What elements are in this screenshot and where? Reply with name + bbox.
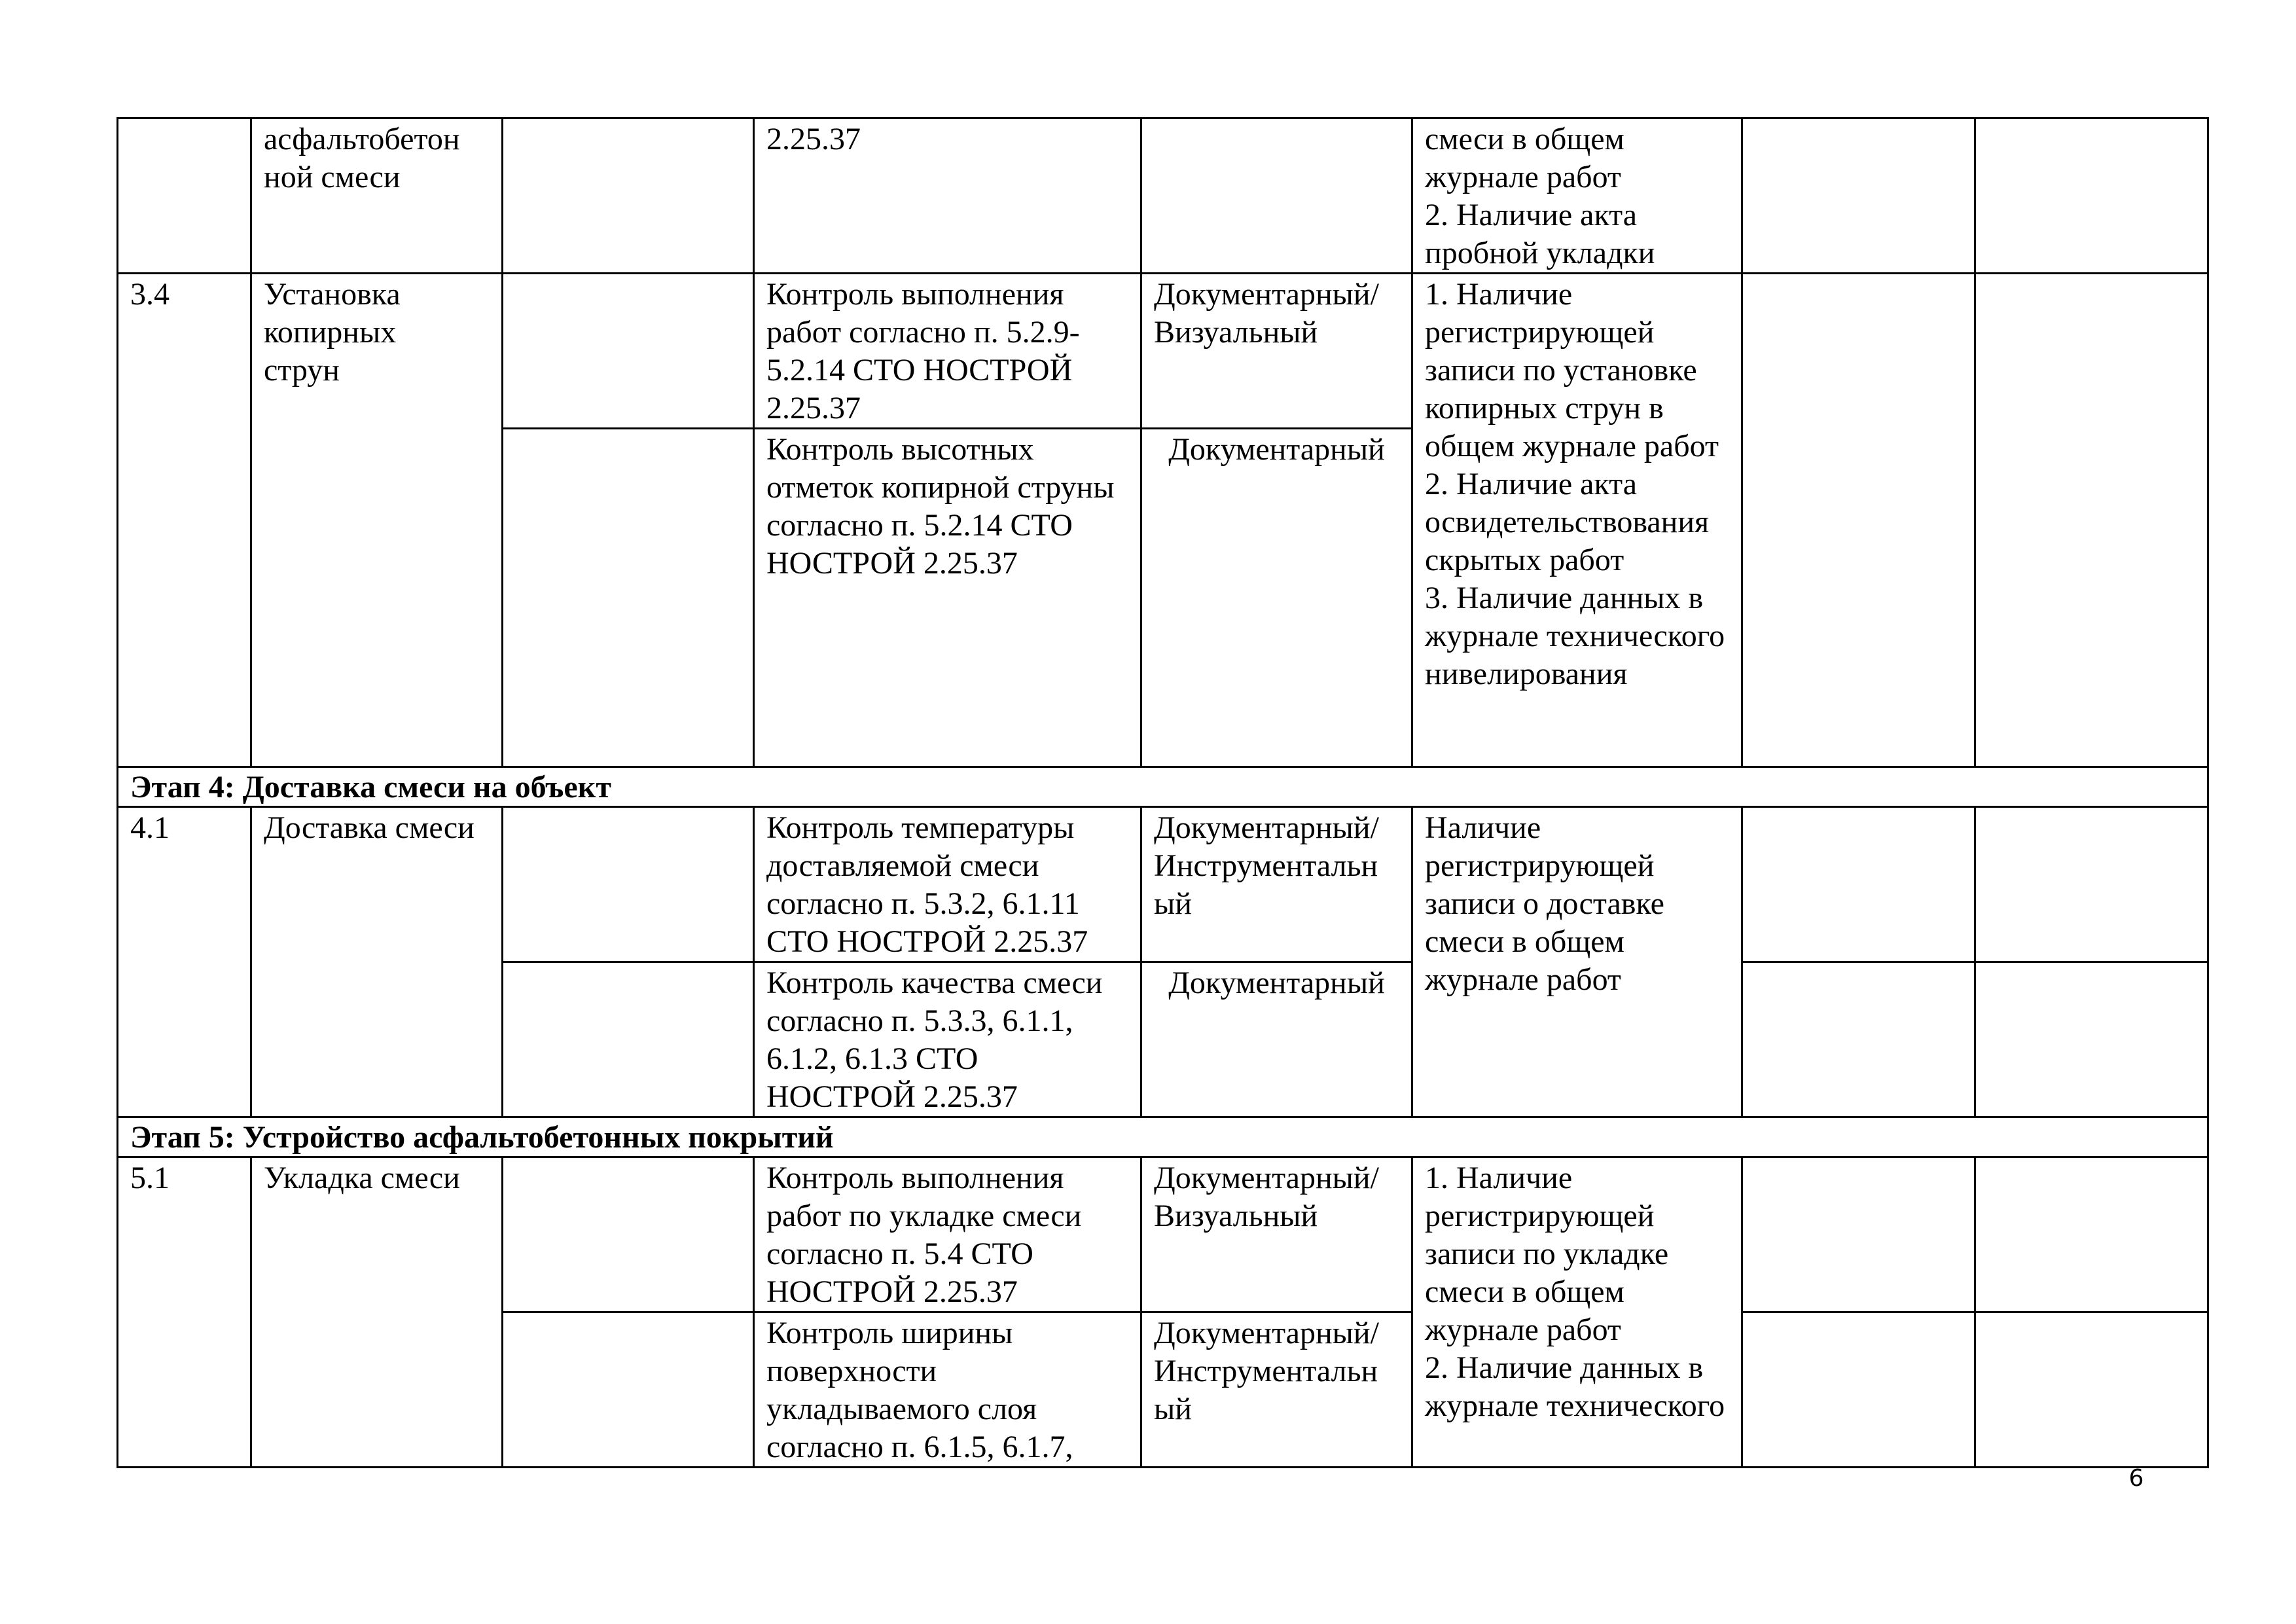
item-number: 5.1 <box>118 1157 251 1468</box>
cell-empty <box>503 962 754 1117</box>
evidence: 1. Наличие регистрирующей записи по установке копирных струн в общем журнале работ 2. Наличие акта освидетельствования скрытых работ 3. Наличие данных в журнале технического нивелирования <box>1412 274 1742 767</box>
check-method: Документарный/ Визуальный <box>1141 274 1412 429</box>
table-row <box>118 118 2208 274</box>
check-description: Контроль выполнения работ по укладке смеси согласно п. 5.4 СТО НОСТРОЙ 2.25.37 <box>754 1157 1141 1312</box>
cell-empty <box>1742 1312 1975 1468</box>
check-method: Документарный <box>1141 429 1412 767</box>
evidence: 1. Наличие регистрирующей записи по укладке смеси в общем журнале работ 2. Наличие данных в журнале технического <box>1412 1157 1742 1468</box>
check-method: Документарный/ Визуальный <box>1141 1157 1412 1312</box>
check-description: Контроль высотных отметок копирной струны согласно п. 5.2.14 СТО НОСТРОЙ 2.25.37 <box>754 429 1141 767</box>
table-row <box>118 807 2208 962</box>
check-method: Документарный/ Инструментальн ый <box>1141 807 1412 962</box>
cell-empty <box>503 807 754 962</box>
cell-empty <box>1742 118 1975 274</box>
page-number: 6 <box>2128 1465 2144 1492</box>
table-row <box>118 274 2208 429</box>
cell-empty <box>503 118 754 274</box>
cell-method <box>1141 118 1412 274</box>
check-description: Контроль ширины поверхности укладываемого слоя согласно п. 6.1.5, 6.1.7, <box>754 1312 1141 1468</box>
check-method: Документарный/ Инструментальн ый <box>1141 1312 1412 1468</box>
cell-empty <box>1975 274 2208 767</box>
stage-row <box>118 1117 2208 1157</box>
cell-empty <box>503 429 754 767</box>
control-table <box>117 117 2209 1468</box>
item-number: 4.1 <box>118 807 251 1117</box>
cell-empty <box>503 274 754 429</box>
stage-title: Этап 5: Устройство асфальтобетонных покрытий <box>118 1117 2208 1157</box>
check-description: Контроль качества смеси согласно п. 5.3.3, 6.1.1, 6.1.2, 6.1.3 СТО НОСТРОЙ 2.25.37 <box>754 962 1141 1117</box>
stage-row <box>118 767 2208 807</box>
check-method: Документарный <box>1141 962 1412 1117</box>
item-name: Укладка смеси <box>251 1157 503 1468</box>
cell-empty <box>1742 274 1975 767</box>
cell-empty <box>503 1312 754 1468</box>
cell-empty <box>1742 1157 1975 1312</box>
check-description: Контроль выполнения работ согласно п. 5.2.9-5.2.14 СТО НОСТРОЙ 2.25.37 <box>754 274 1141 429</box>
table-row <box>118 1157 2208 1312</box>
stage-title: Этап 4: Доставка смеси на объект <box>118 767 2208 807</box>
item-name: Доставка смеси <box>251 807 503 1117</box>
cell-num <box>118 118 251 274</box>
evidence: Наличие регистрирующей записи о доставке смеси в общем журнале работ <box>1412 807 1742 1117</box>
cell-empty <box>1742 807 1975 962</box>
cell-empty <box>1975 1312 2208 1468</box>
cell-empty <box>1975 962 2208 1117</box>
item-number: 3.4 <box>118 274 251 767</box>
cell-empty <box>503 1157 754 1312</box>
cell-evidence: смеси в общем журнале работ 2. Наличие акта пробной укладки <box>1412 118 1742 274</box>
cell-empty <box>1975 807 2208 962</box>
cell-empty <box>1975 118 2208 274</box>
item-name: Установка копирных струн <box>251 274 503 767</box>
check-description: Контроль температуры доставляемой смеси согласно п. 5.3.2, 6.1.11 СТО НОСТРОЙ 2.25.37 <box>754 807 1141 962</box>
cell-empty <box>1975 1157 2208 1312</box>
cell-empty <box>1742 962 1975 1117</box>
cell-check: 2.25.37 <box>754 118 1141 274</box>
cell-name: асфальтобетон ной смеси <box>251 118 503 274</box>
